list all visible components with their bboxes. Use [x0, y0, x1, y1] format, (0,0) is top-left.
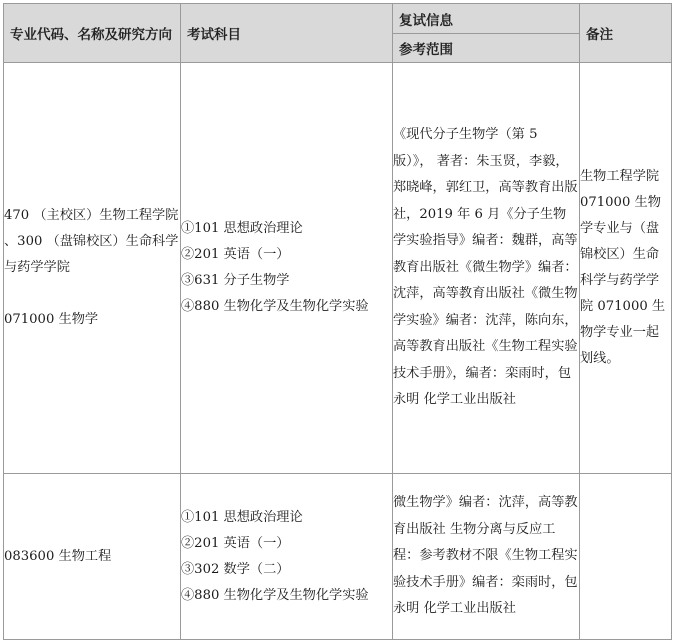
major-cell	[4, 63, 181, 474]
header-retest: 复试信息	[393, 4, 580, 34]
subject-item: ③631 分子生物学	[181, 273, 290, 288]
subject-item: ③302 数学（二）	[181, 561, 290, 577]
subjects-cell	[181, 474, 393, 640]
table-row	[4, 474, 672, 640]
reference-cell: 微生物学》编者：沈萍，高等教育出版社 生物分离与反应工程：参考教材不限《生物工程实验技术手册》编者：栾雨时，包永明 化学工业出版社	[393, 474, 580, 640]
major-code: 083600 生物工程	[4, 548, 112, 564]
major-code: 071000 生物学	[4, 312, 99, 327]
major-cell	[4, 474, 181, 640]
subject-item: ②201 英语（一）	[181, 247, 290, 262]
subject-item: ②201 英语（一）	[181, 535, 290, 551]
subject-item: ④880 生物化学及生物化学实验	[181, 299, 369, 314]
header-row	[4, 4, 672, 34]
header-exam: 考试科目	[181, 4, 393, 63]
subject-item: ①101 思想政治理论	[181, 221, 303, 236]
remarks-cell	[580, 474, 672, 640]
admissions-table	[3, 3, 672, 640]
subject-item: ①101 思想政治理论	[181, 509, 303, 525]
header-remarks: 备注	[580, 4, 672, 63]
header-reference: 参考范围	[393, 34, 580, 63]
subject-item: ④880 生物化学及生物化学实验	[181, 587, 369, 603]
header-major: 专业代码、名称及研究方向	[4, 4, 181, 63]
major-name: 470 （主校区）生物工程学院 、300 （盘锦校区）生命科学与药学学院	[4, 208, 179, 275]
reference-cell: 《现代分子生物学（第 5 版）》， 著者：朱玉贤，李毅，郑晓峰，郭红卫，高等教育出版社，2019 年 6 月《分子生物学实验指导》编者：魏群，高等教育出版社《微生物学》编者：沈萍，高等教育出版社《微生物学实验》编者：沈萍，陈向东，高等教育出版社《生物工程实验技术手册》，编者：栾雨时，包永明 化学工业出版社	[393, 63, 580, 474]
subjects-cell	[181, 63, 393, 474]
table-row	[4, 63, 672, 474]
remarks-cell: 生物工程学院 071000 生物学专业与（盘锦校区）生命科学与药学学院 071000 生物学专业一起划线。	[580, 63, 672, 474]
